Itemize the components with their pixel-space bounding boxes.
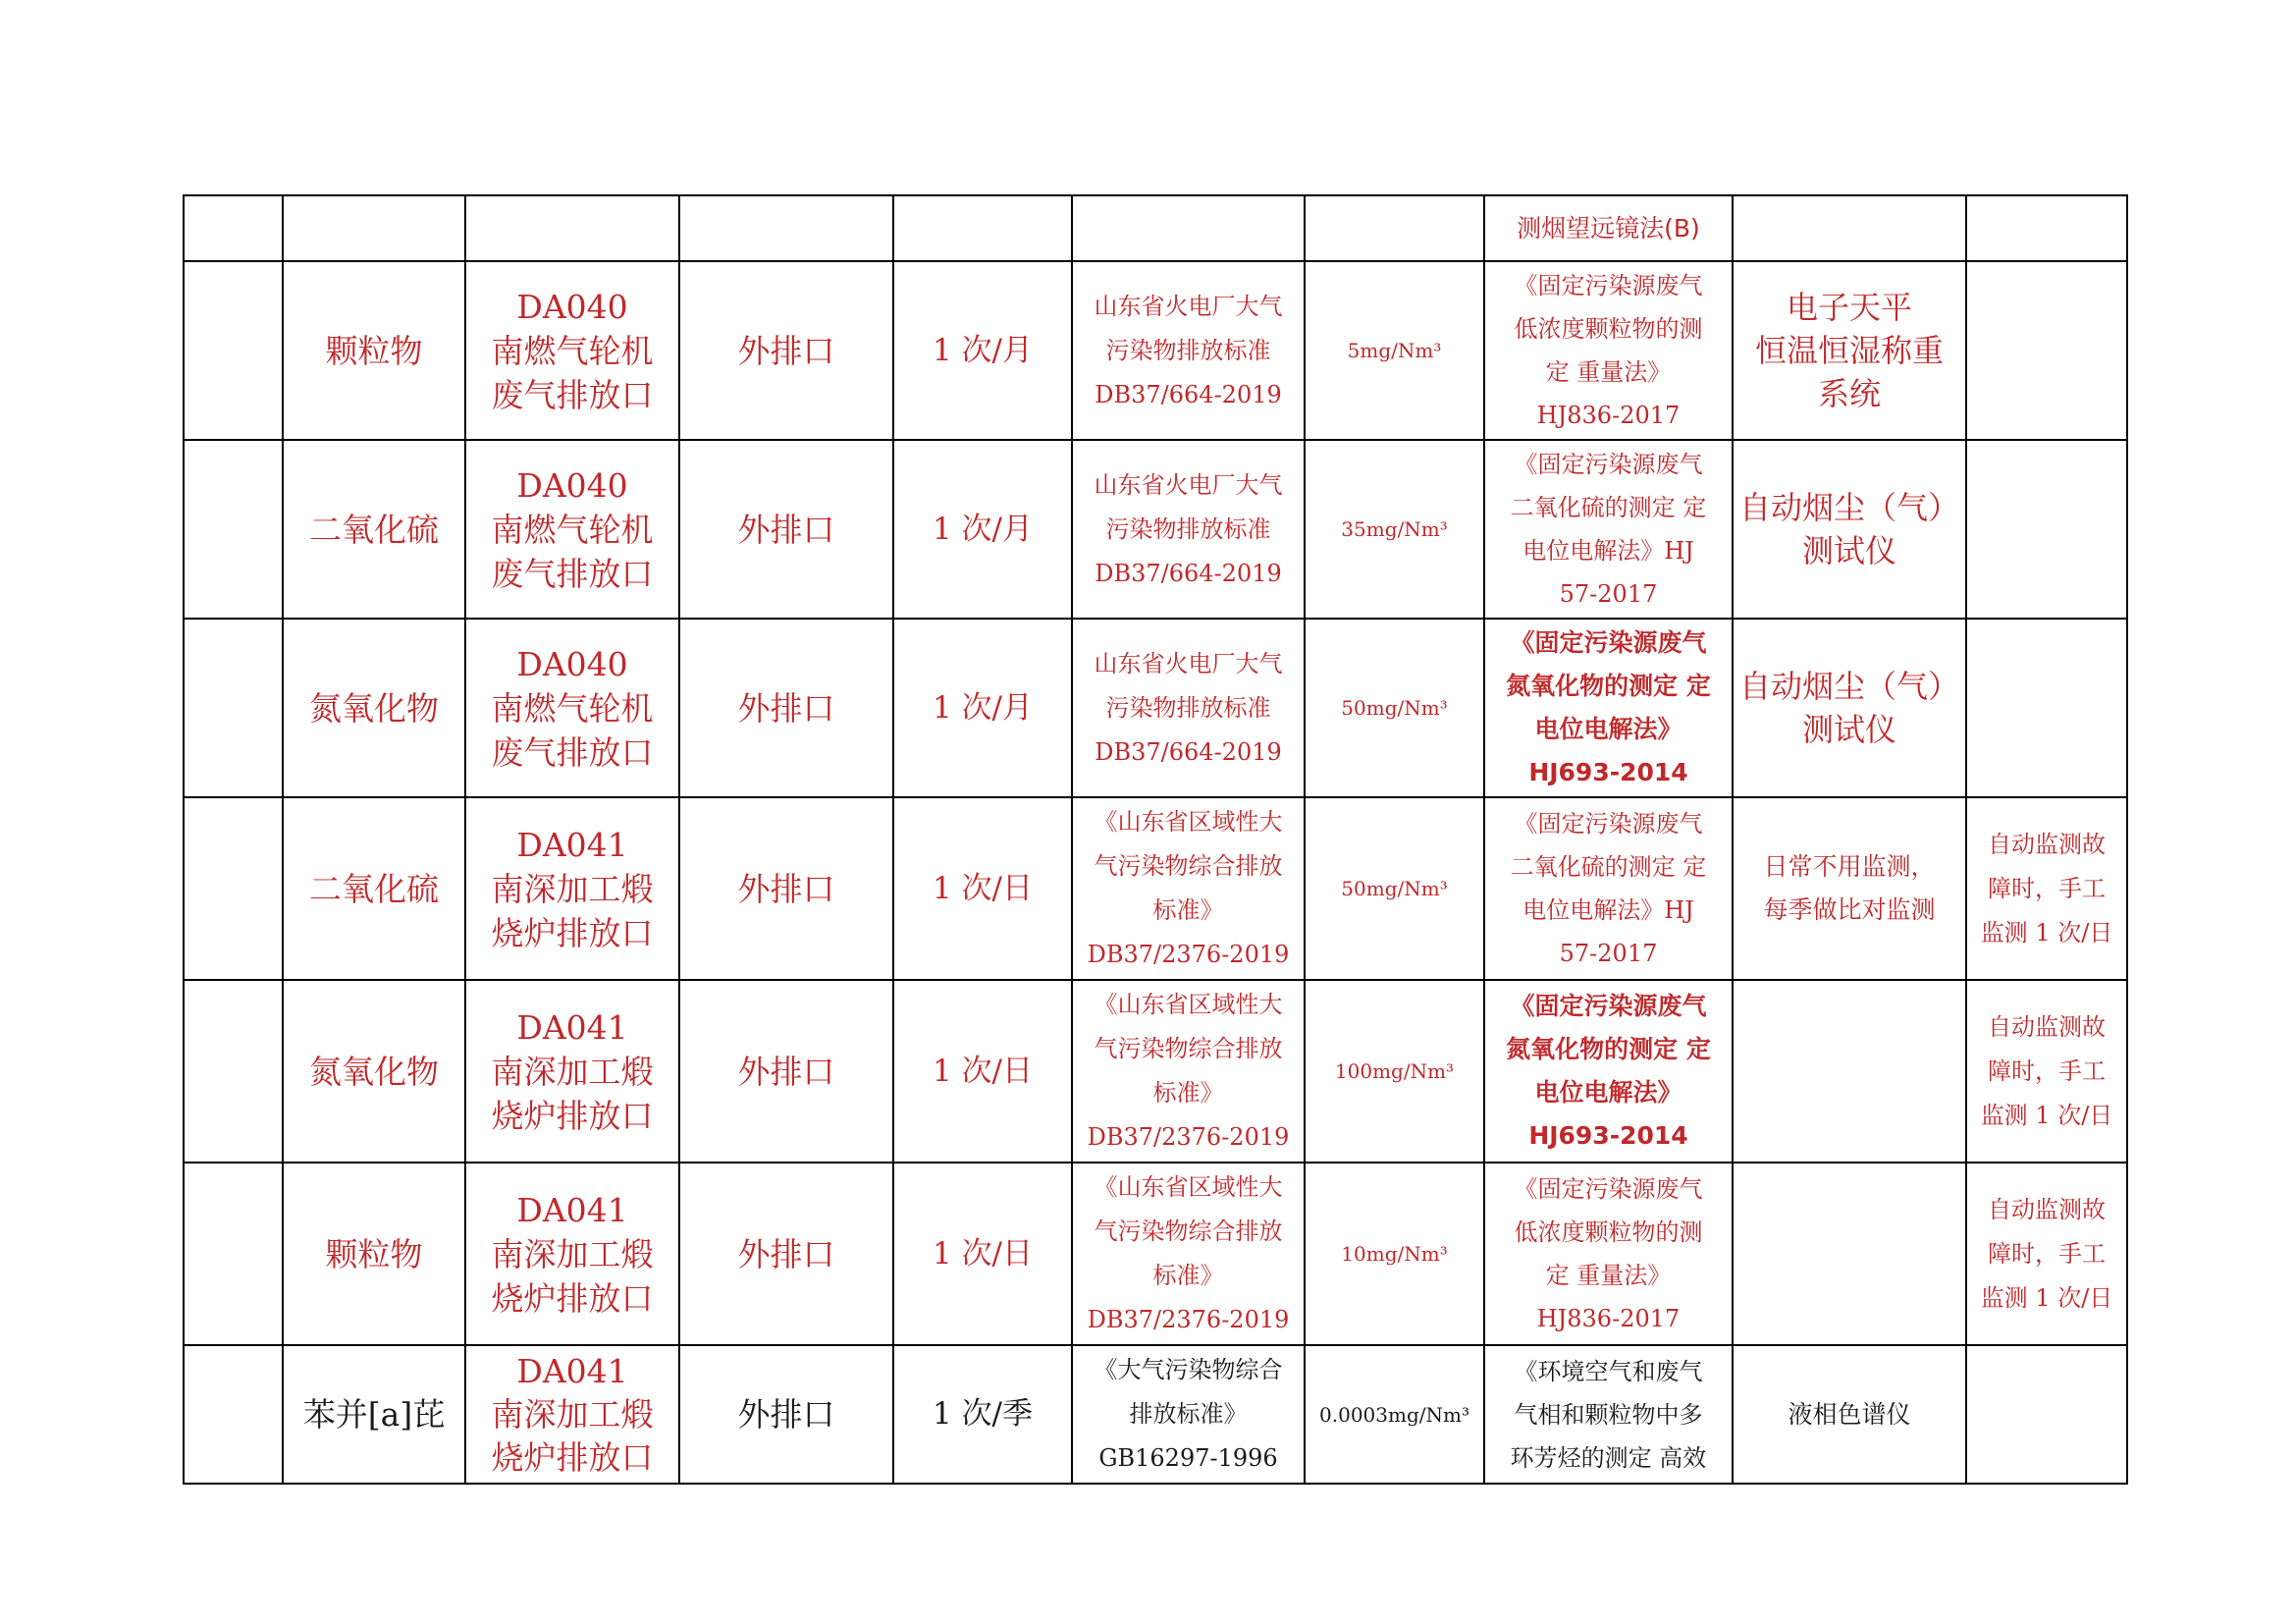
frequency-cell: 1 次/日 (893, 797, 1072, 980)
standard-cell: 山东省火电厂大气 污染物排放标准 DB37/664-2019 (1072, 440, 1305, 619)
seq-cell (184, 261, 283, 440)
limit-cell: 5mg/Nm³ (1305, 261, 1484, 440)
limit-cell: 50mg/Nm³ (1305, 619, 1484, 797)
seq-cell (184, 440, 283, 619)
instrument-cell: 电子天平 恒温恒湿称重 系统 (1733, 261, 1966, 440)
table-row (184, 619, 2127, 797)
standard-cell: 《山东省区域性大 气污染物综合排放 标准》 DB37/2376-2019 (1072, 797, 1305, 980)
table-row (184, 980, 2127, 1163)
outlet-type-cell: 外排口 (679, 440, 893, 619)
table-row (184, 440, 2127, 619)
outlet-type-cell: 外排口 (679, 1345, 893, 1484)
pollutant-cell: 二氧化硫 (283, 797, 465, 980)
frequency-cell: 1 次/月 (893, 440, 1072, 619)
seq-cell (184, 980, 283, 1163)
remark-cell (1966, 1345, 2127, 1484)
standard-cell: 《山东省区域性大 气污染物综合排放 标准》 DB37/2376-2019 (1072, 1163, 1305, 1345)
remark-cell (1966, 261, 2127, 440)
outlet-cell: DA040 南燃气轮机 废气排放口 (465, 261, 679, 440)
outlet-type-cell: 外排口 (679, 1163, 893, 1345)
monitoring-table (183, 194, 2128, 1485)
pollutant-cell: 颗粒物 (283, 1163, 465, 1345)
table-row (184, 797, 2127, 980)
remark-cell (1966, 195, 2127, 261)
method-cell: 《固定污染源废气 低浓度颗粒物的测 定 重量法》 HJ836-2017 (1484, 261, 1733, 440)
outlet-cell (465, 195, 679, 261)
instrument-cell: 自动烟尘（气） 测试仪 (1733, 619, 1966, 797)
frequency-cell: 1 次/月 (893, 619, 1072, 797)
frequency-cell: 1 次/日 (893, 980, 1072, 1163)
instrument-cell (1733, 980, 1966, 1163)
limit-cell (1305, 195, 1484, 261)
pollutant-cell: 颗粒物 (283, 261, 465, 440)
frequency-cell (893, 195, 1072, 261)
pollutant-cell: 苯并[a]芘 (283, 1345, 465, 1484)
method-cell: 测烟望远镜法(B) (1484, 195, 1733, 261)
pollutant-cell: 氮氧化物 (283, 980, 465, 1163)
instrument-cell (1733, 195, 1966, 261)
remark-cell (1966, 440, 2127, 619)
instrument-cell: 液相色谱仪 (1733, 1345, 1966, 1484)
outlet-cell: DA041 南深加工煅 烧炉排放口 (465, 797, 679, 980)
instrument-cell: 自动烟尘（气） 测试仪 (1733, 440, 1966, 619)
frequency-cell: 1 次/月 (893, 261, 1072, 440)
method-cell: 《固定污染源废气 二氧化硫的测定 定 电位电解法》HJ 57-2017 (1484, 440, 1733, 619)
instrument-cell: 日常不用监测， 每季做比对监测 (1733, 797, 1966, 980)
standard-cell: 山东省火电厂大气 污染物排放标准 DB37/664-2019 (1072, 619, 1305, 797)
outlet-type-cell: 外排口 (679, 980, 893, 1163)
seq-cell (184, 1345, 283, 1484)
seq-cell (184, 797, 283, 980)
outlet-type-cell (679, 195, 893, 261)
method-cell: 《固定污染源废气 氮氧化物的测定 定 电位电解法》 HJ693-2014 (1484, 980, 1733, 1163)
pollutant-cell: 二氧化硫 (283, 440, 465, 619)
instrument-cell (1733, 1163, 1966, 1345)
outlet-cell: DA041 南深加工煅 烧炉排放口 (465, 1345, 679, 1484)
pollutant-cell (283, 195, 465, 261)
seq-cell (184, 619, 283, 797)
method-cell: 《固定污染源废气 二氧化硫的测定 定 电位电解法》HJ 57-2017 (1484, 797, 1733, 980)
seq-cell (184, 195, 283, 261)
limit-cell: 10mg/Nm³ (1305, 1163, 1484, 1345)
outlet-type-cell: 外排口 (679, 797, 893, 980)
table-row (184, 1345, 2127, 1484)
remark-cell (1966, 619, 2127, 797)
outlet-cell: DA041 南深加工煅 烧炉排放口 (465, 980, 679, 1163)
remark-cell: 自动监测故 障时，手工 监测 1 次/日 (1966, 980, 2127, 1163)
frequency-cell: 1 次/日 (893, 1163, 1072, 1345)
method-cell: 《固定污染源废气 氮氧化物的测定 定 电位电解法》 HJ693-2014 (1484, 619, 1733, 797)
pollutant-cell: 氮氧化物 (283, 619, 465, 797)
standard-cell: 山东省火电厂大气 污染物排放标准 DB37/664-2019 (1072, 261, 1305, 440)
outlet-cell: DA041 南深加工煅 烧炉排放口 (465, 1163, 679, 1345)
limit-cell: 35mg/Nm³ (1305, 440, 1484, 619)
method-cell: 《固定污染源废气 低浓度颗粒物的测 定 重量法》 HJ836-2017 (1484, 1163, 1733, 1345)
standard-cell: 《大气污染物综合 排放标准》 GB16297-1996 (1072, 1345, 1305, 1484)
table-row (184, 261, 2127, 440)
remark-cell: 自动监测故 障时，手工 监测 1 次/日 (1966, 797, 2127, 980)
table-row (184, 1163, 2127, 1345)
seq-cell (184, 1163, 283, 1345)
remark-cell: 自动监测故 障时，手工 监测 1 次/日 (1966, 1163, 2127, 1345)
table-row (184, 195, 2127, 261)
standard-cell (1072, 195, 1305, 261)
limit-cell: 100mg/Nm³ (1305, 980, 1484, 1163)
standard-cell: 《山东省区域性大 气污染物综合排放 标准》 DB37/2376-2019 (1072, 980, 1305, 1163)
frequency-cell: 1 次/季 (893, 1345, 1072, 1484)
outlet-cell: DA040 南燃气轮机 废气排放口 (465, 440, 679, 619)
limit-cell: 50mg/Nm³ (1305, 797, 1484, 980)
limit-cell: 0.0003mg/Nm³ (1305, 1345, 1484, 1484)
method-cell: 《环境空气和废气 气相和颗粒物中多 环芳烃的测定 高效 (1484, 1345, 1733, 1484)
outlet-cell: DA040 南燃气轮机 废气排放口 (465, 619, 679, 797)
outlet-type-cell: 外排口 (679, 619, 893, 797)
outlet-type-cell: 外排口 (679, 261, 893, 440)
